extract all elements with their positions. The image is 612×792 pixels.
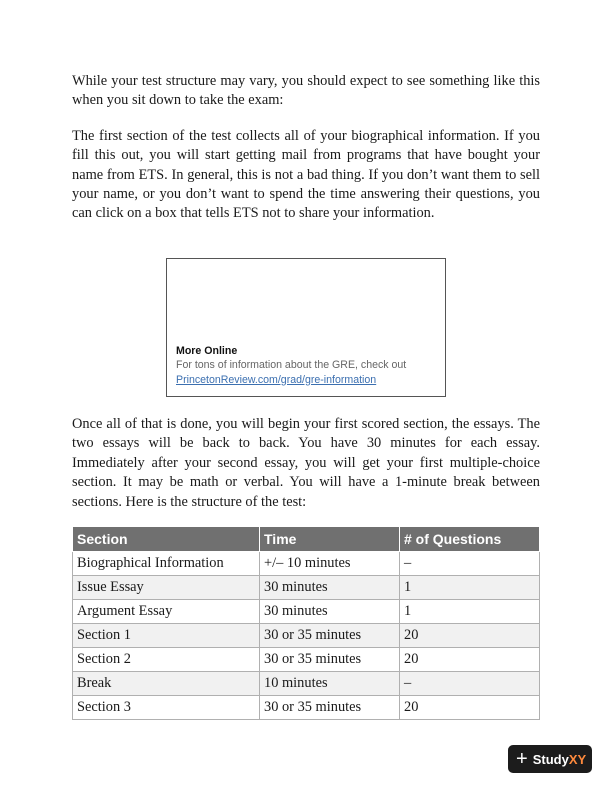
table-row: [73, 672, 540, 696]
callout-link[interactable]: PrincetonReview.com/grad/gre-information: [176, 373, 377, 386]
table-row: [73, 696, 540, 720]
plus-icon: +: [516, 748, 528, 770]
essays-paragraph: Once all of that is done, you will begin your first scored section, the essays. The two essays will be back to back. You have 30 minutes for each essay. Immediately after your second essay, you will get your first multiple-choice section. It may be math or verbal. You will have a 1-minute break between sections. Here is the structure of the test:: [72, 416, 540, 510]
cell-questions: 1: [400, 600, 540, 624]
cell-questions: 20: [400, 648, 540, 672]
cell-section: Section 1: [73, 624, 260, 648]
cell-section: Biographical Information: [73, 552, 260, 576]
cell-section: Argument Essay: [73, 600, 260, 624]
cell-questions: 20: [400, 696, 540, 720]
cell-time: 30 or 35 minutes: [260, 624, 400, 648]
cell-section: Break: [73, 672, 260, 696]
biographical-paragraph: The first section of the test collects all of your biographical information. If you fill this out, you will start getting mail from programs that have bought your name from ETS. In general, this is not a bad thing. If you don’t want them to sell your name, or you don’t want to spend the time answering their questions, you can click on a box that tells ETS not to share your information.: [72, 127, 540, 222]
callout-title: More Online: [176, 344, 238, 357]
cell-time: 30 or 35 minutes: [260, 696, 400, 720]
cell-time: +/– 10 minutes: [260, 552, 400, 576]
cell-section: Issue Essay: [73, 576, 260, 600]
table-row: [73, 624, 540, 648]
table-header-row: [73, 527, 540, 552]
header-questions: # of Questions: [400, 527, 540, 552]
cell-section: Section 3: [73, 696, 260, 720]
callout-text: For tons of information about the GRE, check out: [176, 359, 407, 371]
table-row: [73, 552, 540, 576]
document-page: [72, 72, 540, 224]
cell-time: 10 minutes: [260, 672, 400, 696]
cell-questions: –: [400, 672, 540, 696]
cell-time: 30 minutes: [260, 576, 400, 600]
intro-paragraph: While your test structure may vary, you should expect to see something like this when you sit down to take the exam:: [72, 73, 540, 109]
cell-time: 30 minutes: [260, 600, 400, 624]
cell-time: 30 or 35 minutes: [260, 648, 400, 672]
header-section: Section: [73, 527, 260, 552]
badge-brand-accent: XY: [568, 751, 587, 767]
cell-questions: 1: [400, 576, 540, 600]
test-structure-table: [72, 526, 540, 720]
cell-questions: 20: [400, 624, 540, 648]
table-row: [73, 600, 540, 624]
header-time: Time: [260, 527, 400, 552]
badge-brand: Study: [532, 751, 569, 767]
cell-section: Section 2: [73, 648, 260, 672]
studyxy-badge[interactable]: [508, 745, 592, 773]
cell-questions: –: [400, 552, 540, 576]
more-online-callout: [166, 258, 446, 397]
table-row: [73, 648, 540, 672]
table-row: [73, 576, 540, 600]
